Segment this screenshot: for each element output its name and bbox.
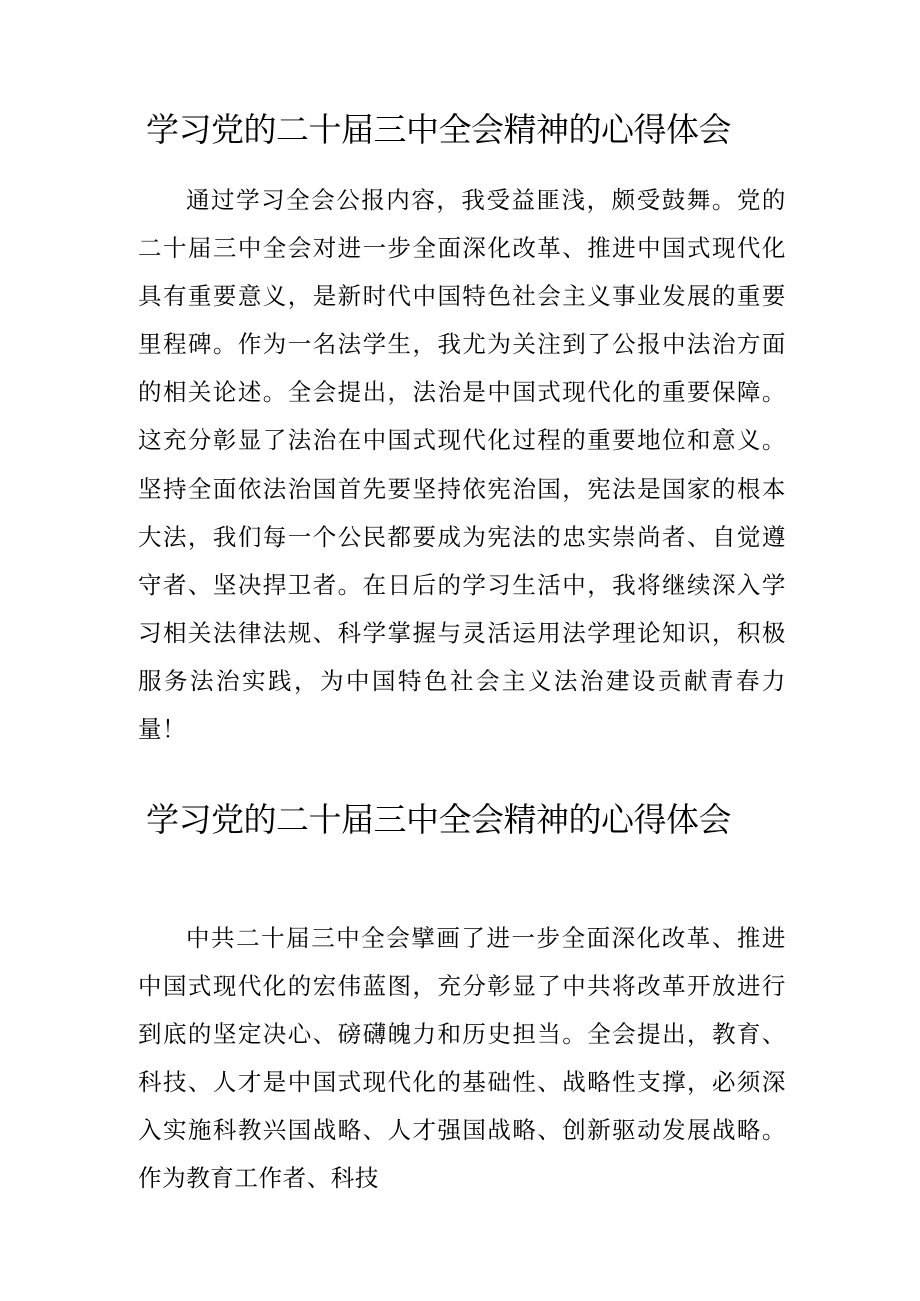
section-1-body: 通过学习全会公报内容，我受益匪浅，颇受鼓舞。党的二十届三中全会对进一步全面深化改革、推进中国式现代化具有重要意义，是新时代中国特色社会主义事业发展的重要里程碑。作为一名法学生，我尤为关注到了公报中法治方面的相关论述。全会提出，法治是中国式现代化的重要保障。这充分彰显了法治在中国式现代化过程的重要地位和意义。坚持全面依法治国首先要坚持依宪治国，宪法是国家的根本大法，我们每一个公民都要成为宪法的忠实崇尚者、自觉遵守者、坚决捍卫者。在日后的学习生活中，我将继续深入学习相关法律法规、科学掌握与灵活运用法学理论知识，积极服务法治实践，为中国特色社会主义法治建设贡献青春力量！ [138, 186, 786, 744]
section-2-title: 学习党的二十届三中全会精神的心得体会 [146, 800, 731, 839]
section-2-body: 中共二十届三中全会擘画了进一步全面深化改革、推进中国式现代化的宏伟蓝图，充分彰显了中共将改革开放进行到底的坚定决心、磅礴魄力和历史担当。全会提出，教育、科技、人才是中国式现代化的基础性、战略性支撑，必须深入实施科教兴国战略、人才强国战略、创新驱动发展战略。作为教育工作者、科技 [138, 924, 786, 1193]
section-1-title: 学习党的二十届三中全会精神的心得体会 [146, 110, 731, 149]
